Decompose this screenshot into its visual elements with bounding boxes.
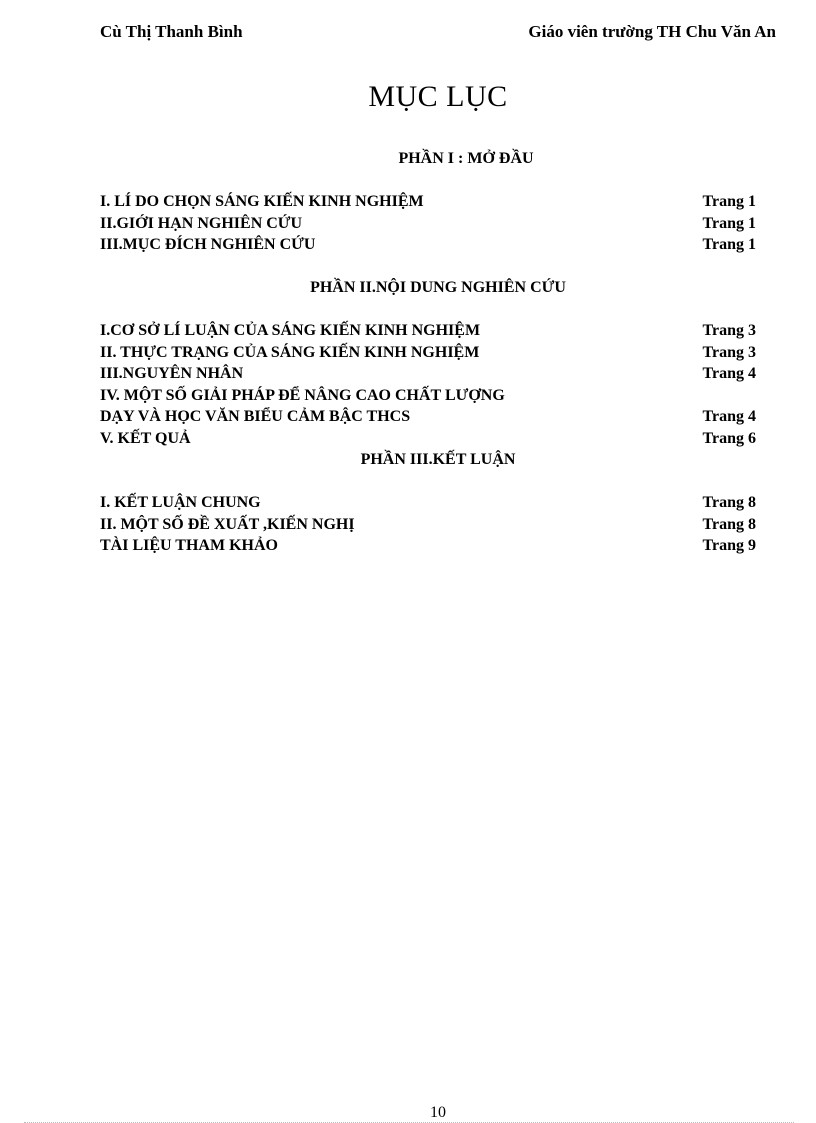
toc-entry-label: III.MỤC ĐÍCH NGHIÊN CỨU [100, 236, 316, 253]
table-of-contents [100, 148, 756, 557]
toc-entry-page: Trang 1 [702, 236, 756, 253]
section-heading-part-2: PHẦN II.NỘI DUNG NGHIÊN CỨU [310, 279, 566, 296]
toc-entry-page: Trang 9 [702, 537, 756, 554]
toc-entry-page: Trang 1 [702, 193, 756, 210]
toc-entry-label: TÀI LIỆU THAM KHẢO [100, 537, 278, 554]
toc-entry-page: Trang 8 [702, 515, 756, 533]
header-position: Giáo viên trường TH Chu Văn An [528, 22, 776, 41]
toc-entry-page: Trang 6 [702, 429, 756, 447]
toc-entry-page: Trang 3 [702, 322, 756, 339]
toc-entry-label: I.CƠ SỞ LÍ LUẬN CỦA SÁNG KIẾN KINH NGHIỆM [100, 322, 481, 339]
toc-entry [100, 535, 756, 557]
toc-entry-label: IV. MỘT SỐ GIẢI PHÁP ĐỂ NÂNG CAO CHẤT LƯỢNG [100, 386, 505, 404]
toc-entry [100, 342, 756, 364]
toc-entry [100, 514, 756, 536]
toc-entry-label: II.GIỚI HẠN NGHIÊN CỨU [100, 214, 303, 232]
toc-entry [100, 492, 756, 514]
toc-entry-label: II. MỘT SỐ ĐỀ XUẤT ,KIẾN NGHỊ [100, 515, 355, 533]
page-header [100, 22, 776, 42]
toc-entry [100, 320, 756, 342]
toc-entry [100, 363, 756, 385]
header-author: Cù Thị Thanh Bình [100, 22, 243, 41]
toc-entry-page: Trang 3 [702, 343, 756, 361]
page-number: 10 [430, 1104, 446, 1121]
toc-entry-label: III.NGUYÊN NHÂN [100, 365, 244, 382]
toc-entry [100, 428, 756, 450]
section-heading-part-1: PHẦN I : MỞ ĐẦU [398, 150, 534, 167]
toc-entry-page: Trang 1 [702, 214, 756, 232]
toc-entry [100, 213, 756, 235]
toc-entry [100, 406, 756, 428]
toc-entry-label: I. LÍ DO CHỌN SÁNG KIẾN KINH NGHIỆM [100, 193, 424, 210]
toc-entry-page: Trang 4 [702, 408, 756, 425]
toc-entry-page: Trang 8 [702, 494, 756, 511]
toc-entry [100, 234, 756, 256]
toc-entry [100, 385, 756, 407]
toc-entry-page: Trang 4 [702, 365, 756, 382]
toc-entry-label: V. KẾT QUẢ [100, 429, 191, 447]
section-heading-part-3: PHẦN III.KẾT LUẬN [360, 451, 516, 468]
toc-entry-label: I. KẾT LUẬN CHUNG [100, 494, 261, 511]
toc-entry [100, 191, 756, 213]
toc-entry-label: II. THỰC TRẠNG CỦA SÁNG KIẾN KINH NGHIỆM [100, 343, 480, 361]
page-title: MỤC LỤC [368, 80, 508, 113]
toc-entry-label: DẠY VÀ HỌC VĂN BIỂU CẢM BẬC THCS [100, 408, 411, 425]
